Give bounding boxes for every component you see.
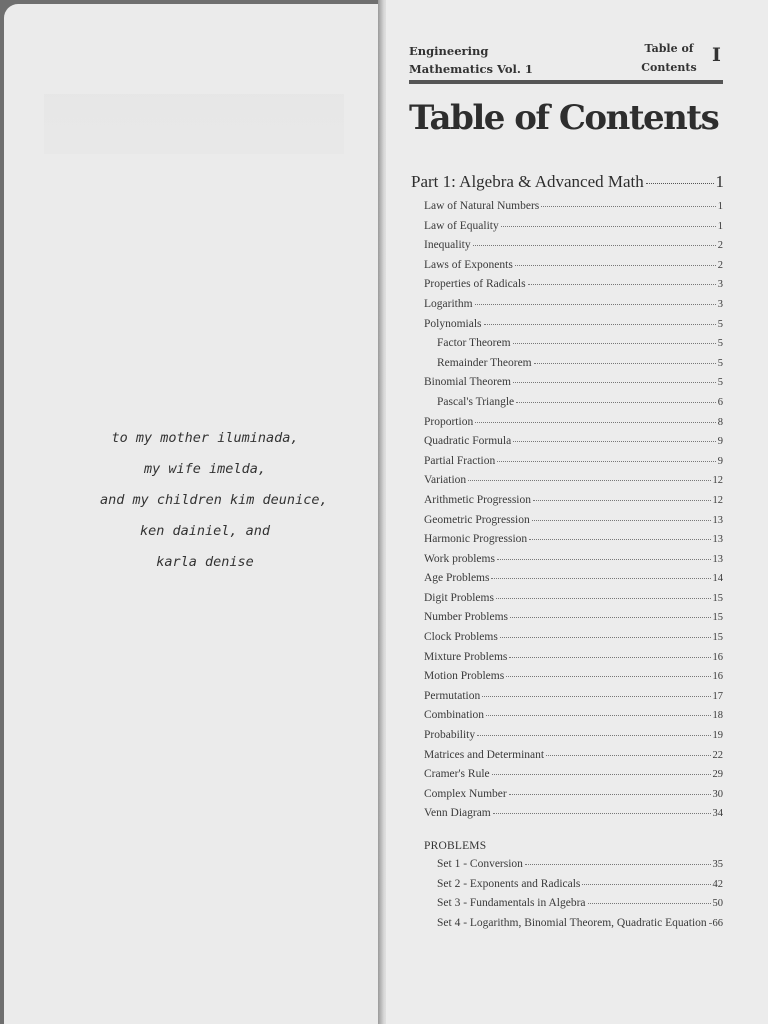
toc-entry-page: 19 [712, 730, 723, 742]
toc-entry [424, 651, 723, 671]
dot-leader [475, 304, 716, 305]
toc-entry-page: 5 [717, 357, 723, 369]
toc-entry-page: 17 [712, 690, 723, 702]
toc-entry-label: Binomial Theorem [424, 376, 511, 389]
dot-leader [532, 520, 711, 521]
toc-entry-label: Inequality [424, 239, 471, 252]
toc-entry-label: Complex Number [424, 787, 507, 800]
roman-page-number: I [712, 44, 721, 66]
toc-entry-page: 6 [717, 396, 723, 408]
toc-entry-page: 5 [717, 338, 723, 350]
toc-entry [424, 631, 723, 651]
dot-leader [506, 676, 710, 677]
dot-leader [468, 480, 710, 481]
toc-entry-page: 13 [712, 534, 723, 546]
dot-leader [709, 923, 711, 924]
dot-leader [497, 559, 711, 560]
toc-entry-label: Mixture Problems [424, 650, 508, 663]
toc-entry-label: Set 1 - Conversion [437, 858, 523, 870]
toc-list [424, 200, 723, 827]
toc-entry [424, 788, 723, 808]
toc-entry-label: Combination [424, 709, 485, 722]
dot-leader [475, 422, 716, 423]
part-page-number: 1 [715, 172, 724, 191]
dot-leader [528, 284, 716, 285]
toc-entry-label: Work problems [424, 552, 495, 565]
toc-entry [424, 318, 723, 338]
toc-entry-label: Law of Equality [424, 219, 499, 232]
toc-entry-label: Clock Problems [424, 631, 498, 644]
toc-entry [424, 553, 723, 573]
toc-entry-label: Motion Problems [424, 670, 505, 683]
problem-sets-list [437, 858, 723, 936]
toc-entry-label: Partial Fraction [424, 454, 496, 467]
dot-leader [491, 578, 710, 579]
toc-entry [424, 298, 723, 318]
dot-leader [646, 183, 714, 184]
toc-entry [424, 435, 723, 455]
dot-leader [492, 774, 711, 775]
dedication-line: ken dainiel, and [139, 523, 271, 539]
header-rule [409, 80, 723, 84]
part-label: Part 1: Algebra & Advanced Math [411, 172, 644, 191]
dot-leader [513, 441, 716, 442]
toc-entry-page: 12 [712, 475, 723, 487]
toc-entry-page: 29 [712, 769, 723, 781]
toc-entry [424, 690, 723, 710]
toc-entry-label: Venn Diagram [424, 807, 491, 820]
toc-entry-page: 50 [712, 898, 723, 910]
toc-entry [424, 572, 723, 592]
toc-entry [424, 396, 723, 416]
toc-entry [437, 858, 723, 878]
toc-entry [424, 749, 723, 769]
toc-entry [424, 768, 723, 788]
toc-entry-page: 42 [712, 878, 723, 890]
dot-leader [473, 245, 716, 246]
toc-entry [424, 494, 723, 514]
dedication-line: and my children kim deunice, [100, 492, 328, 508]
toc-entry-label: Laws of Exponents [424, 258, 513, 271]
dot-leader [486, 715, 710, 716]
dot-leader [497, 461, 716, 462]
dot-leader [496, 598, 711, 599]
toc-entry [424, 514, 723, 534]
dot-leader [525, 864, 711, 865]
dot-leader [515, 265, 716, 266]
toc-entry-label: Number Problems [424, 611, 509, 624]
dot-leader [541, 206, 715, 207]
toc-entry-page: 2 [717, 240, 723, 252]
toc-entry-page: 3 [717, 298, 723, 310]
dot-leader [513, 382, 716, 383]
dot-leader [484, 324, 716, 325]
toc-entry-label: Digit Problems [424, 591, 494, 604]
toc-entry-label: Probability [424, 729, 476, 742]
toc-entry-page: 66 [712, 917, 723, 929]
toc-entry [424, 729, 723, 749]
toc-entry-label: Age Problems [424, 572, 490, 585]
toc-entry [424, 357, 723, 377]
toc-entry [424, 200, 723, 220]
dot-leader [510, 617, 710, 618]
toc-entry [424, 592, 723, 612]
toc-entry [424, 670, 723, 690]
dot-leader [509, 794, 711, 795]
toc-entry-page: 8 [717, 416, 723, 428]
toc-entry-label: Remainder Theorem [437, 356, 532, 369]
toc-entry-page: 1 [717, 201, 723, 212]
dedication [100, 430, 328, 585]
toc-entry-page: 35 [712, 859, 723, 870]
dot-leader [582, 884, 710, 885]
toc-entry [424, 416, 723, 436]
toc-entry [424, 239, 723, 259]
toc-entry-page: 9 [717, 436, 723, 448]
toc-entry-page: 16 [712, 671, 723, 683]
toc-entry [424, 533, 723, 553]
dot-leader [501, 226, 716, 227]
toc-entry-page: 1 [717, 220, 723, 232]
toc-entry-label: Harmonic Progression [424, 533, 528, 546]
dedication-line: to my mother iluminada, [111, 430, 299, 446]
dot-leader [546, 755, 710, 756]
running-header-book-title [409, 42, 533, 78]
toc-entry-page: 13 [712, 553, 723, 565]
dot-leader [493, 813, 711, 814]
toc-entry-page: 5 [717, 318, 723, 330]
bleed-through-shadow [44, 94, 344, 154]
toc-entry-label: Permutation [424, 689, 481, 702]
toc-entry-label: Logarithm [424, 297, 473, 310]
dot-leader [588, 903, 711, 904]
toc-entry-page: 13 [712, 514, 723, 526]
section-line: Contents [641, 61, 697, 74]
toc-entry-label: Cramer's Rule [424, 768, 490, 781]
running-header-section [640, 39, 698, 77]
toc-entry-label: Set 4 - Logarithm, Binomial Theorem, Quadratic Equation [437, 916, 707, 929]
page-title: Table of Contents [409, 98, 719, 138]
toc-entry-label: Pascal's Triangle [437, 395, 515, 408]
toc-entry-label: Arithmetic Progression [424, 493, 531, 506]
book-title-line: Mathematics Vol. 1 [409, 62, 533, 76]
toc-entry-label: Properties of Radicals [424, 278, 526, 291]
dot-leader [533, 500, 711, 501]
toc-entry-page: 3 [717, 279, 723, 291]
toc-entry-label: Law of Natural Numbers [424, 200, 540, 212]
part-heading [411, 172, 724, 192]
toc-entry-page: 18 [712, 710, 723, 722]
toc-entry [424, 611, 723, 631]
toc-entry-page: 30 [712, 788, 723, 800]
toc-entry [424, 474, 723, 494]
dot-leader [529, 539, 710, 540]
toc-entry-page: 16 [712, 651, 723, 663]
toc-entry-page: 12 [712, 494, 723, 506]
toc-entry-label: Set 3 - Fundamentals in Algebra [437, 897, 586, 910]
dot-leader [516, 402, 716, 403]
dedication-line: karla denise [156, 554, 254, 570]
toc-entry-page: 15 [712, 592, 723, 604]
toc-entry [424, 220, 723, 240]
toc-entry [424, 337, 723, 357]
toc-entry-page: 22 [712, 749, 723, 761]
toc-entry [424, 709, 723, 729]
toc-entry [424, 259, 723, 279]
dot-leader [513, 343, 716, 344]
dot-leader [482, 696, 710, 697]
book-title-line: Engineering [409, 44, 489, 58]
dot-leader [534, 363, 716, 364]
toc-entry [424, 807, 723, 827]
dot-leader [477, 735, 710, 736]
toc-entry-label: Matrices and Determinant [424, 748, 545, 761]
toc-entry [424, 455, 723, 475]
toc-entry-label: Variation [424, 474, 467, 487]
toc-entry-label: Quadratic Formula [424, 435, 512, 448]
toc-entry [424, 376, 723, 396]
toc-entry-label: Polynomials [424, 317, 482, 330]
toc-entry-page: 14 [712, 573, 723, 585]
toc-entry-page: 5 [717, 377, 723, 389]
dedication-line: my wife imelda, [144, 461, 266, 477]
toc-entry-label: Set 2 - Exponents and Radicals [437, 877, 581, 890]
toc-entry-page: 9 [717, 455, 723, 467]
toc-entry-page: 34 [712, 808, 723, 820]
toc-entry-page: 15 [712, 612, 723, 624]
problems-heading: PROBLEMS [424, 840, 487, 852]
toc-entry-page: 2 [717, 259, 723, 271]
dot-leader [500, 637, 711, 638]
dot-leader [509, 657, 710, 658]
toc-entry [424, 278, 723, 298]
toc-entry [437, 897, 723, 917]
toc-entry [437, 878, 723, 898]
toc-entry [437, 917, 723, 937]
toc-entry-label: Factor Theorem [437, 337, 511, 350]
toc-entry-page: 15 [712, 632, 723, 644]
toc-entry-label: Geometric Progression [424, 513, 530, 526]
section-line: Table of [644, 42, 694, 55]
toc-entry-label: Proportion [424, 415, 474, 428]
